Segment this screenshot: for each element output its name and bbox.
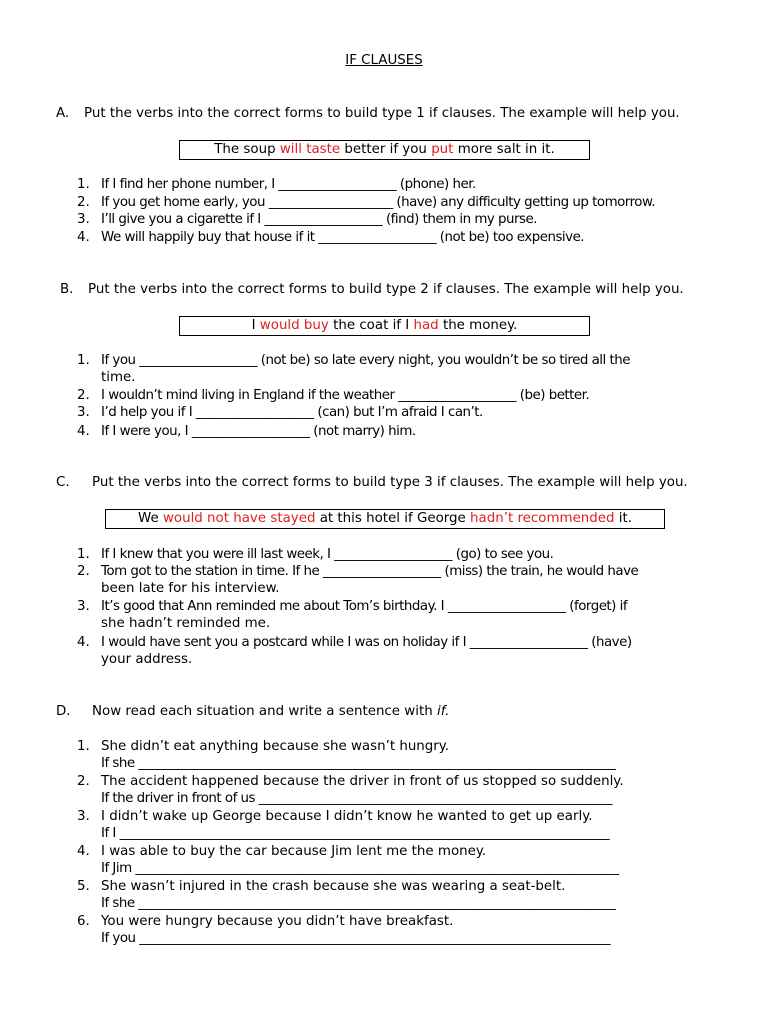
section-a-heading xyxy=(56,106,736,121)
section-instruction: Put the verbs into the correct forms to build type 1 if clauses. The example will help you. xyxy=(84,106,680,121)
example-box-b: I would buy the coat if I had the money. xyxy=(179,316,590,336)
section-instruction: Put the verbs into the correct forms to build type 3 if clauses. The example will help you. xyxy=(92,475,688,490)
section-letter: C. xyxy=(56,475,70,490)
highlight-verb: would not have stayed xyxy=(162,511,316,526)
instruction-emphasis: if. xyxy=(436,704,450,719)
example-box-c: We would not have stayed at this hotel if George hadn’t recommended it. xyxy=(105,509,665,529)
section-c-heading xyxy=(56,475,736,490)
worksheet-title: IF CLAUSES xyxy=(345,53,423,68)
highlight-verb: hadn’t recommended xyxy=(470,511,615,526)
section-d-heading xyxy=(56,704,736,719)
section-instruction: Now read each situation and write a sentence with xyxy=(92,704,437,719)
highlight-verb: had xyxy=(413,318,439,333)
section-instruction: Put the verbs into the correct forms to build type 2 if clauses. The example will help you. xyxy=(88,282,684,297)
section-b-heading xyxy=(60,282,740,297)
highlight-verb: put xyxy=(431,142,454,157)
example-box-a: The soup will taste better if you put more salt in it. xyxy=(179,140,590,160)
highlight-verb: will taste xyxy=(279,142,341,157)
highlight-verb: would buy xyxy=(259,318,329,333)
section-letter: B. xyxy=(60,282,74,297)
section-letter: D. xyxy=(56,704,71,719)
section-letter: A. xyxy=(56,106,70,121)
